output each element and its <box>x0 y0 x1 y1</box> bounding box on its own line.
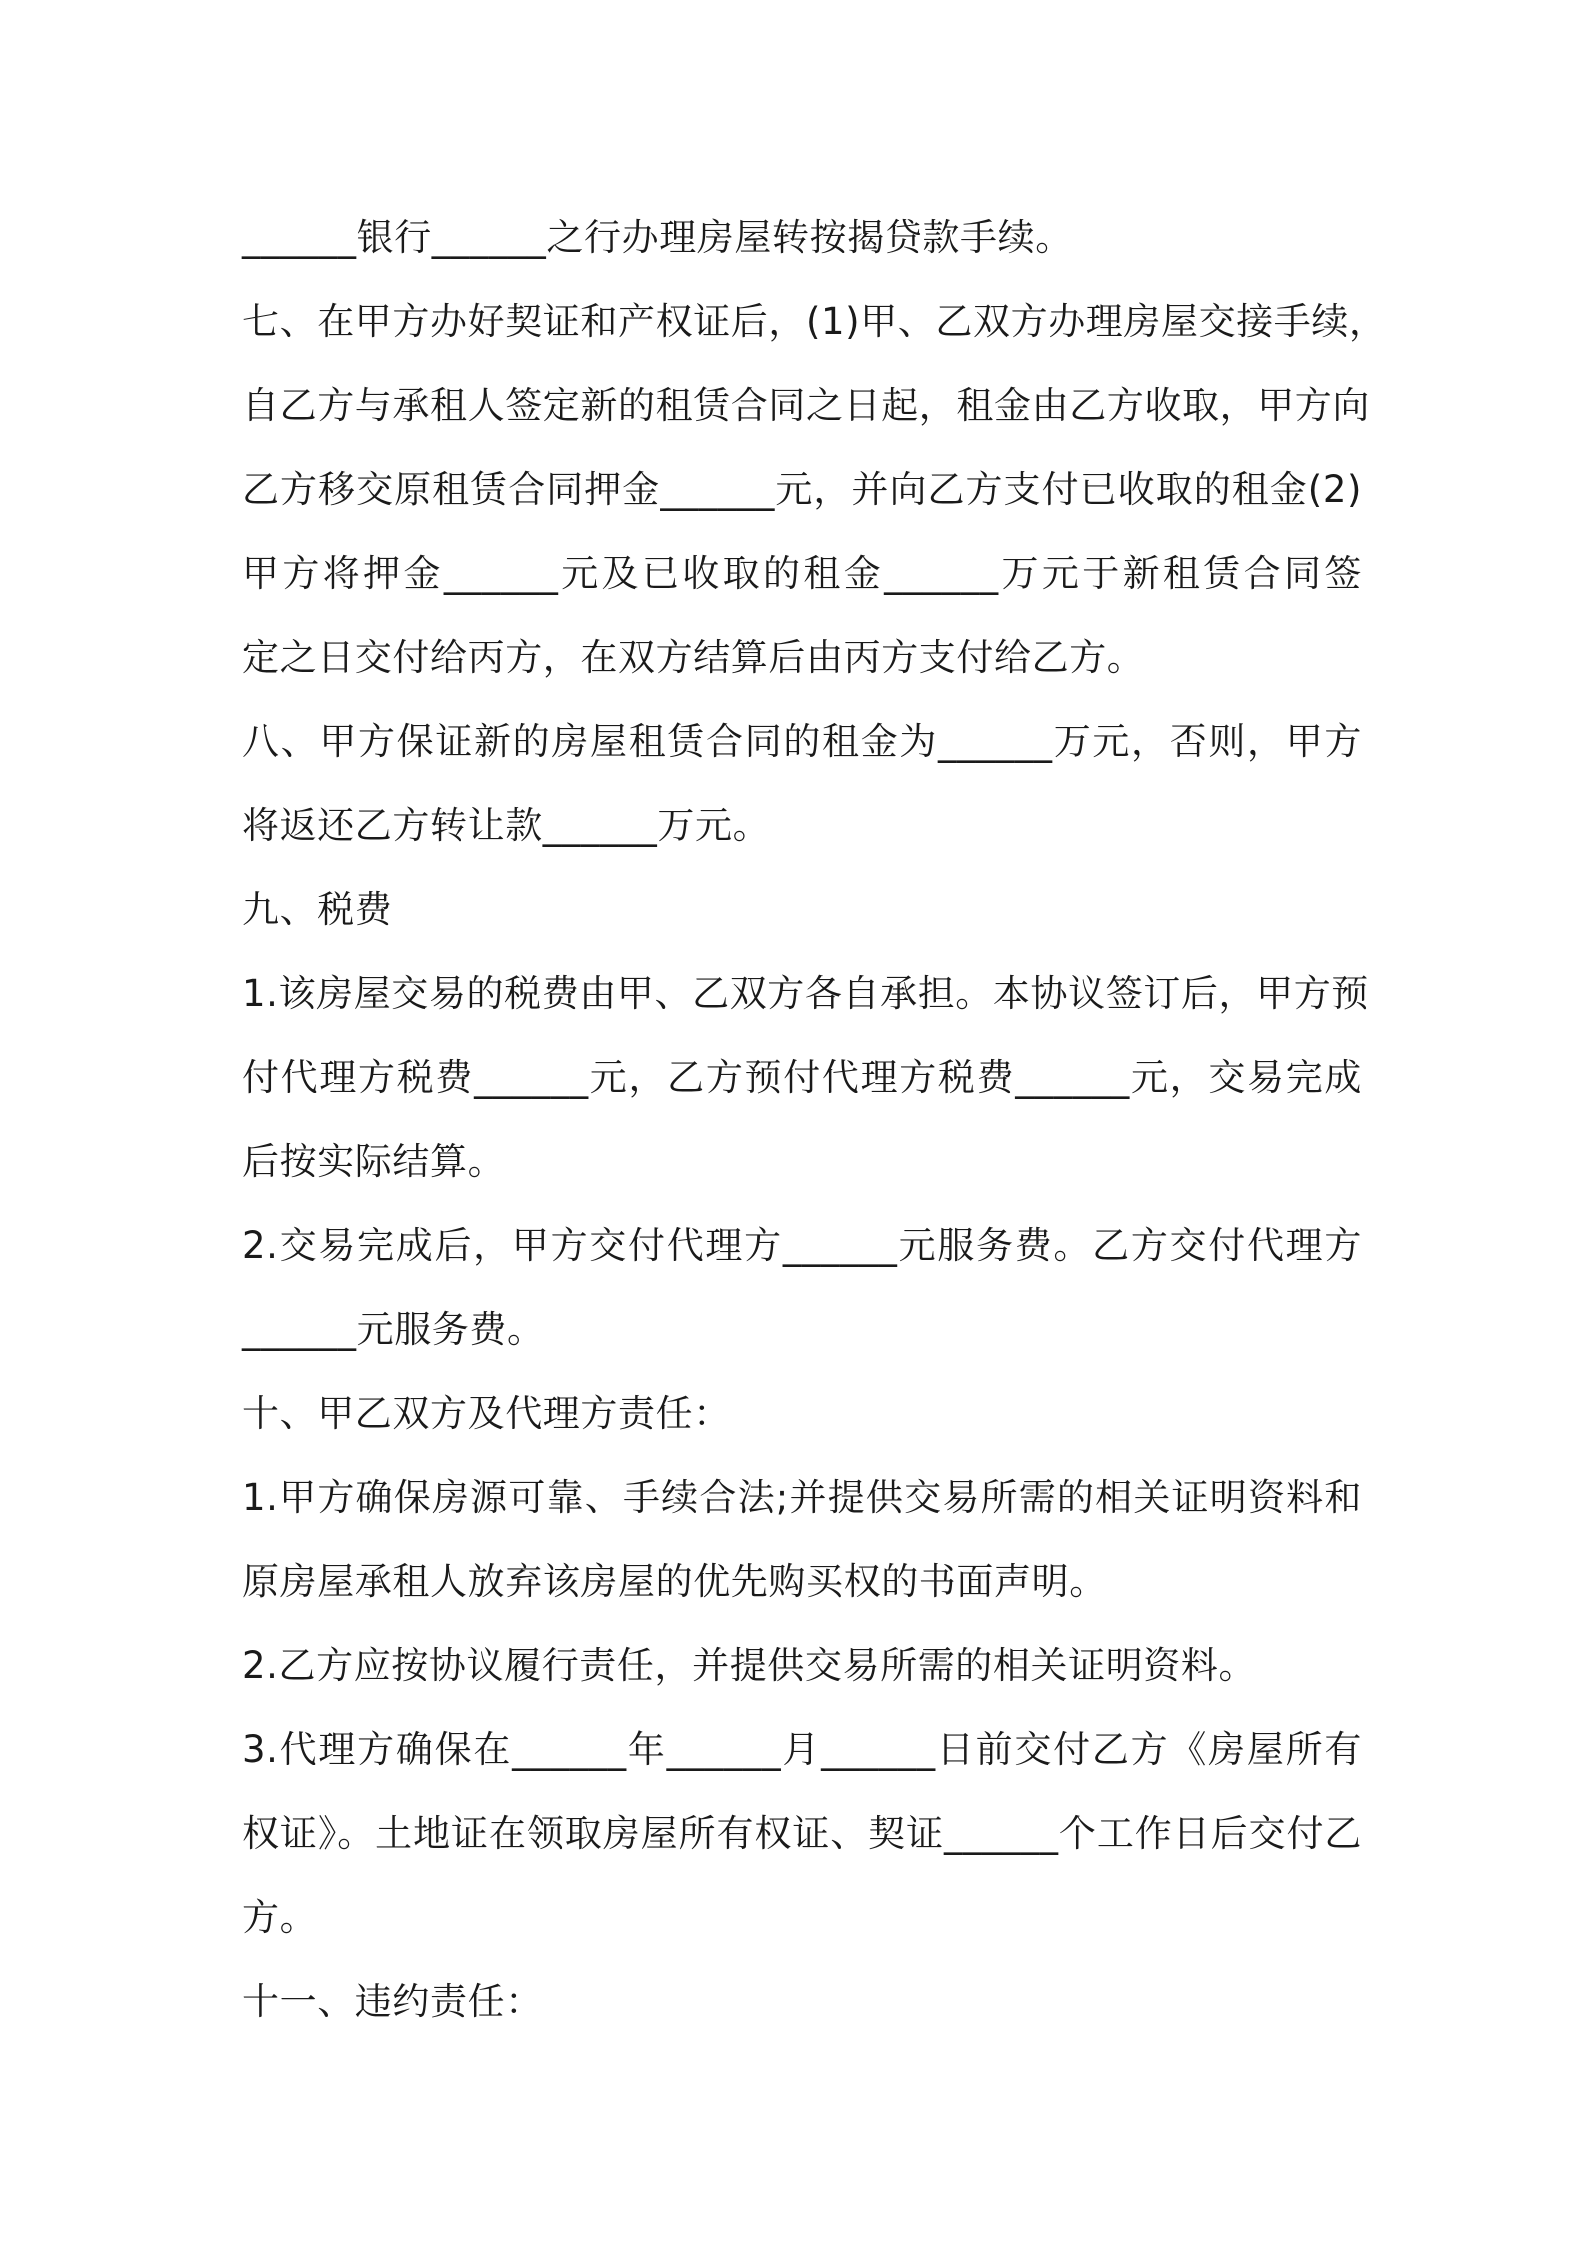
text-line: 八、甲方保证新的房屋租赁合同的租金为______万元，否则，甲方 <box>242 720 1362 763</box>
section-heading: 十、甲乙双方及代理方责任： <box>242 1392 731 1435</box>
text-line: 1.甲方确保房源可靠、手续合法;并提供交易所需的相关证明资料和 <box>242 1476 1362 1519</box>
text-line: 定之日交付给丙方，在双方结算后由丙方支付给乙方。 <box>242 636 1145 679</box>
text-line: 3.代理方确保在______年______月______日前交付乙方《房屋所有 <box>242 1728 1362 1771</box>
text-line: ______银行______之行办理房屋转按揭贷款手续。 <box>242 216 1073 259</box>
text-line: 后按实际结算。 <box>242 1140 506 1183</box>
section-heading: 十一、违约责任： <box>242 1980 543 2023</box>
text-line: 1.该房屋交易的税费由甲、乙双方各自承担。本协议签订后，甲方预 <box>242 972 1369 1015</box>
document-page <box>242 196 1387 2044</box>
text-line: 七、在甲方办好契证和产权证后，(1)甲、乙双方办理房屋交接手续， <box>242 300 1387 343</box>
text-line: 2.乙方应按协议履行责任，并提供交易所需的相关证明资料。 <box>242 1644 1257 1687</box>
text-line: 将返还乙方转让款______万元。 <box>242 804 771 847</box>
text-line: ______元服务费。 <box>242 1308 545 1351</box>
text-line: 甲方将押金______元及已收取的租金______万元于新租赁合同签 <box>242 552 1362 595</box>
text-line: 2.交易完成后，甲方交付代理方______元服务费。乙方交付代理方 <box>242 1224 1362 1267</box>
text-line: 乙方移交原租赁合同押金______元，并向乙方支付已收取的租金(2) <box>242 468 1362 511</box>
text-line: 方。 <box>242 1896 318 1939</box>
text-line: 原房屋承租人放弃该房屋的优先购买权的书面声明。 <box>242 1560 1107 1603</box>
section-heading: 九、税费 <box>242 888 393 931</box>
text-line: 权证》。土地证在领取房屋所有权证、契证______个工作日后交付乙 <box>242 1812 1362 1855</box>
text-line: 付代理方税费______元，乙方预付代理方税费______元，交易完成 <box>242 1056 1362 1099</box>
text-line: 自乙方与承租人签定新的租赁合同之日起，租金由乙方收取，甲方向 <box>242 384 1370 427</box>
